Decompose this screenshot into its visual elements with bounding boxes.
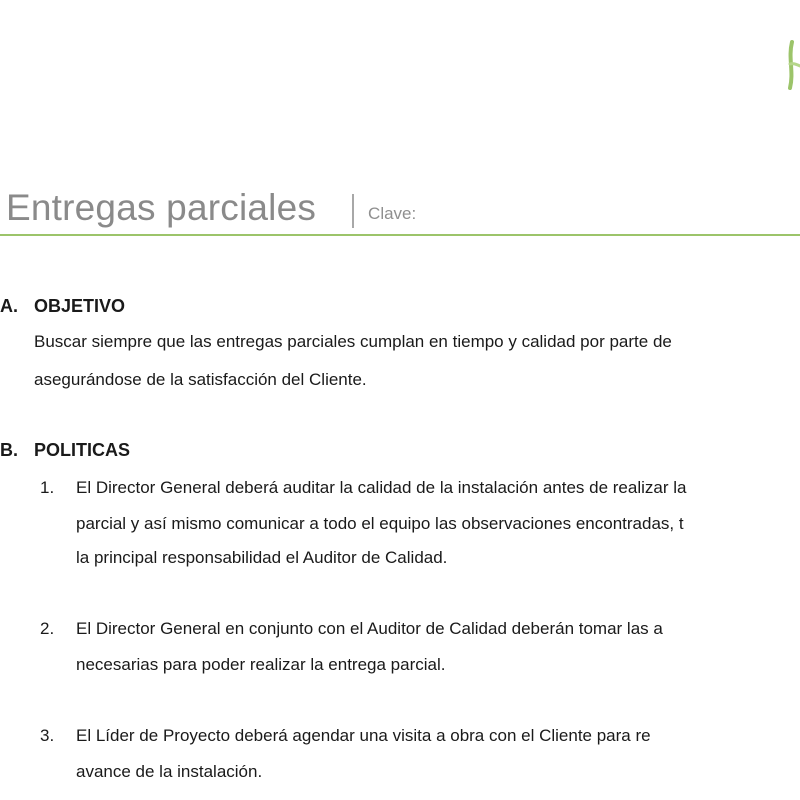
document-header (6, 186, 416, 230)
document-title: Entregas parciales (6, 187, 317, 228)
objetivo-line: asegurándose de la satisfacción del Cliente. (34, 370, 367, 389)
policy-line: la principal responsabilidad el Auditor de Calidad. (76, 548, 448, 567)
policy-line: El Director General deberá auditar la calidad de la instalación antes de realizar la (76, 478, 687, 497)
header-separator (352, 194, 354, 228)
policy-line: El Líder de Proyecto deberá agendar una visita a obra con el Cliente para re (76, 726, 651, 745)
clave-label: Clave: (368, 204, 417, 223)
policy-line: avance de la instalación. (76, 762, 263, 781)
section-letter: B. (0, 440, 18, 460)
politicas-heading (0, 438, 130, 462)
policy-line: El Director General en conjunto con el Auditor de Calidad deberán tomar las a (76, 619, 663, 638)
policy-number: 1. (40, 478, 55, 497)
policy-line: parcial y así mismo comunicar a todo el equipo las observaciones encontradas, t (76, 514, 684, 533)
objetivo-heading (0, 294, 125, 318)
policy-line: necesarias para poder realizar la entrega parcial. (76, 655, 446, 674)
policy-number: 3. (40, 726, 55, 745)
policy-number: 2. (40, 619, 55, 638)
logo-fragment-icon (784, 38, 800, 98)
objetivo-line: Buscar siempre que las entregas parciales cumplan en tiempo y calidad por parte de (34, 332, 672, 351)
section-title: POLITICAS (34, 440, 131, 460)
section-title: OBJETIVO (34, 296, 126, 316)
section-letter: A. (0, 296, 18, 316)
header-rule (0, 234, 800, 236)
